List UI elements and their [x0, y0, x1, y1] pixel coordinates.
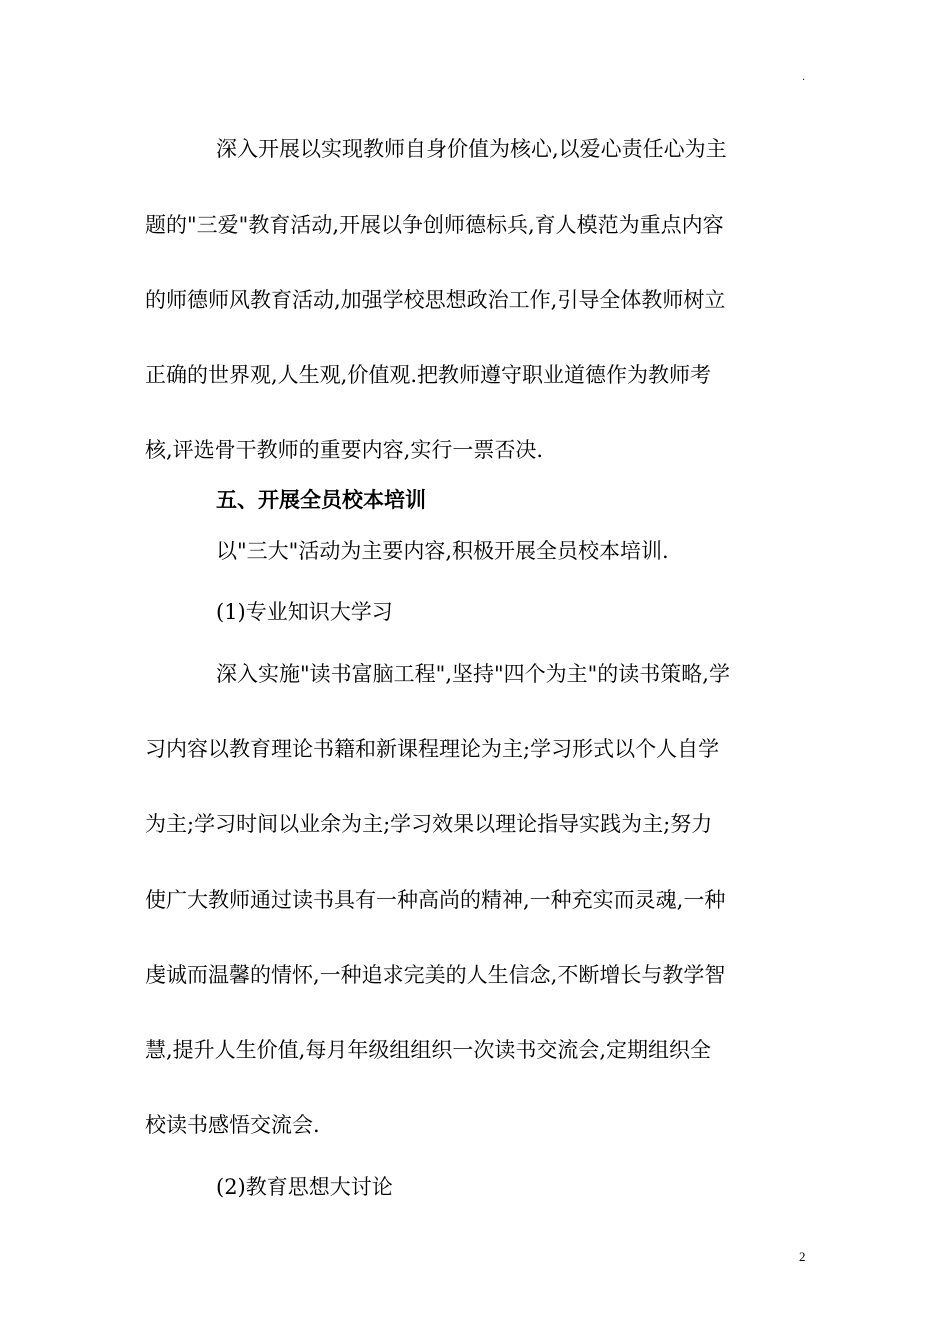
- page-number: 2: [799, 1249, 806, 1264]
- subsection-heading: (1)专业知识大学习: [216, 600, 393, 624]
- paragraph-line: 题的"三爱"教育活动,开展以争创师德标兵,育人模范为重点内容: [145, 213, 724, 237]
- paragraph-line: 核,评选骨干教师的重要内容,实行一票否决.: [145, 438, 544, 462]
- paragraph-line: 正确的世界观,人生观,价值观.把教师遵守职业道德作为教师考: [145, 363, 712, 387]
- paragraph-line: 以"三大"活动为主要内容,积极开展全员校本培训.: [216, 539, 669, 563]
- paragraph-line: 使广大教师通过读书具有一种高尚的精神,一种充实而灵魂,一种: [145, 888, 726, 912]
- paragraph-line: 慧,提升人生价值,每月年级组组织一次读书交流会,定期组织全: [145, 1038, 712, 1062]
- paragraph-line: 为主;学习时间以业余为主;学习效果以理论指导实践为主;努力: [145, 812, 713, 836]
- paragraph-line: 深入实施"读书富脑工程",坚持"四个为主"的读书策略,学: [216, 662, 730, 686]
- paragraph-line: 校读书感悟交流会.: [145, 1113, 320, 1137]
- paragraph-line: 的师德师风教育活动,加强学校思想政治工作,引导全体教师树立: [145, 288, 726, 312]
- paragraph-line: 习内容以教育理论书籍和新课程理论为主;学习形式以个人自学: [145, 737, 720, 761]
- subsection-heading: (2)教育思想大讨论: [216, 1175, 393, 1199]
- paragraph-line: 虔诚而温馨的情怀,一种追求完美的人生信念,不断增长与教学智: [145, 963, 726, 987]
- corner-mark: .: [802, 72, 806, 83]
- paragraph-line: 深入开展以实现教师自身价值为核心,以爱心责任心为主: [216, 137, 727, 161]
- section-heading: 五、开展全员校本培训: [216, 487, 426, 512]
